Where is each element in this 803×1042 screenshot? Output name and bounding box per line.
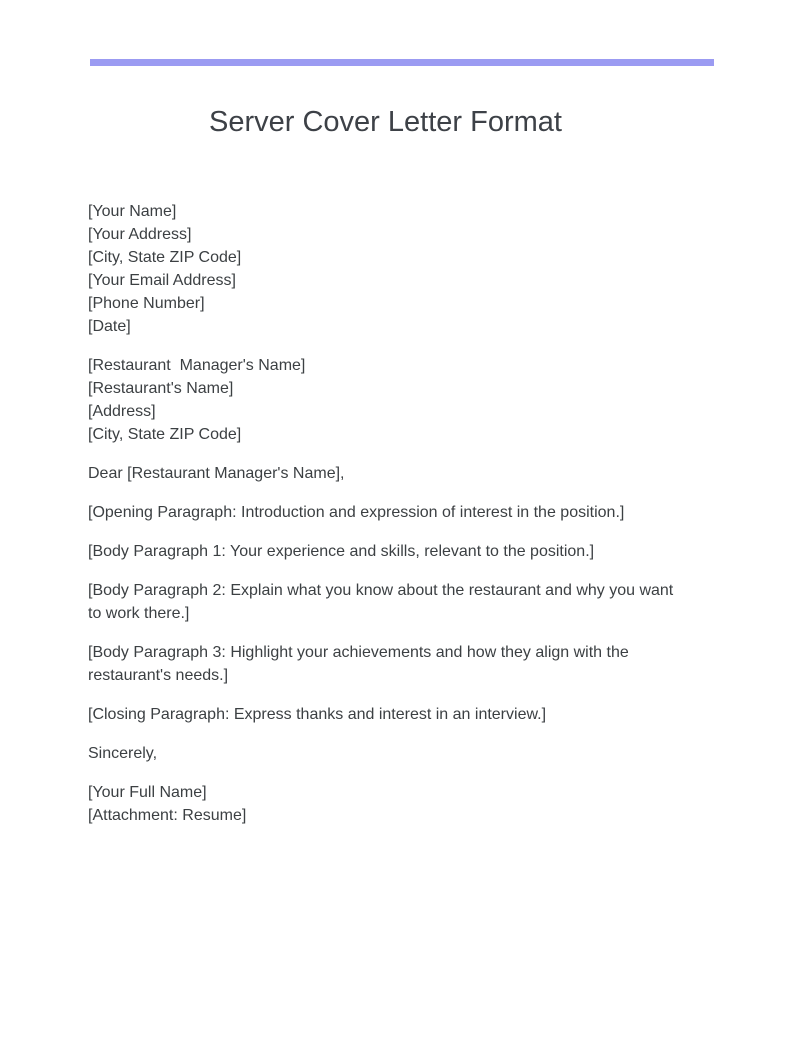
page-title: Server Cover Letter Format	[209, 106, 562, 138]
recipient-block	[88, 354, 688, 446]
sender-city-state-zip: [City, State ZIP Code]	[88, 249, 242, 266]
body-paragraph-2: [Body Paragraph 2: Explain what you know about the restaurant and why you want to work there.]	[88, 582, 674, 622]
body-paragraph-1: [Body Paragraph 1: Your experience and skills, relevant to the position.]	[88, 543, 595, 560]
sender-email: [Your Email Address]	[88, 272, 236, 289]
recipient-city-state-zip: [City, State ZIP Code]	[88, 426, 242, 443]
sender-name: [Your Name]	[88, 203, 177, 220]
closing-paragraph: [Closing Paragraph: Express thanks and interest in an interview.]	[88, 706, 547, 723]
opening-paragraph: [Opening Paragraph: Introduction and expression of interest in the position.]	[88, 504, 625, 521]
recipient-address: [Address]	[88, 403, 156, 420]
sender-phone: [Phone Number]	[88, 295, 205, 312]
recipient-restaurant-name: [Restaurant's Name]	[88, 380, 234, 397]
letter-date: [Date]	[88, 318, 131, 335]
letter-body	[88, 200, 688, 843]
sender-block	[88, 200, 688, 338]
signoff: Sincerely,	[88, 745, 158, 762]
header-accent-bar	[90, 59, 714, 66]
attachment-note: [Attachment: Resume]	[88, 807, 247, 824]
sender-address: [Your Address]	[88, 226, 192, 243]
signature-full-name: [Your Full Name]	[88, 784, 207, 801]
salutation: Dear [Restaurant Manager's Name],	[88, 465, 345, 482]
body-paragraph-3: [Body Paragraph 3: Highlight your achievements and how they align with the restaurant's needs.]	[88, 644, 629, 684]
recipient-manager-name: [Restaurant Manager's Name]	[88, 357, 306, 374]
signature-block	[88, 781, 688, 827]
